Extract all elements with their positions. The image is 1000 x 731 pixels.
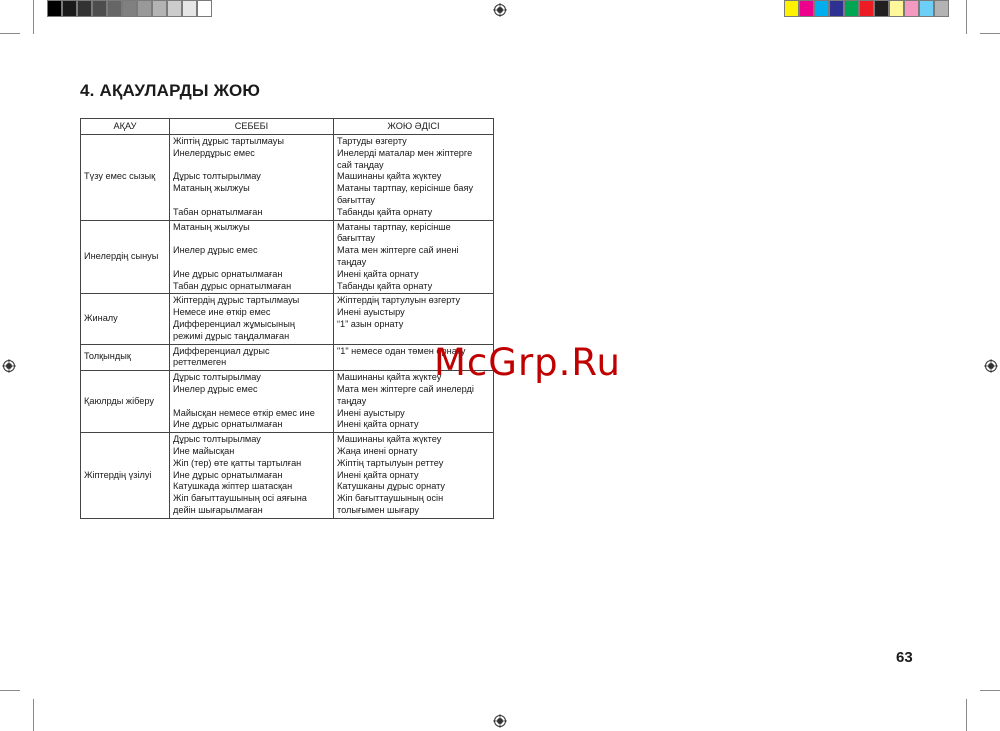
cause-cell	[170, 433, 334, 519]
remedy-line: таңдау	[337, 256, 367, 267]
cause-line: Матаның жылжуы	[173, 221, 250, 232]
cause-line: Ине майысқан	[173, 445, 235, 456]
cause-line: Табан дұрыс орнатылмаған	[173, 280, 292, 291]
cause-line: Ине дұрыс орнатылмаған	[173, 469, 283, 480]
cause-line: дейін шығарылмаған	[173, 504, 263, 515]
calibration-swatch	[814, 0, 829, 17]
calibration-swatch	[197, 0, 212, 17]
calibration-swatch	[152, 0, 167, 17]
remedy-line: Матаны тартпау, керісінше	[337, 221, 451, 232]
remedy-line: Мата мен жіптерге сай инелерді	[337, 383, 474, 394]
calibration-swatch	[844, 0, 859, 17]
table-body	[81, 135, 494, 519]
remedy-line: бағыттау	[337, 194, 376, 205]
remedy-line: Машинаны қайта жүктеу	[337, 434, 442, 445]
calibration-swatch	[784, 0, 799, 17]
remedy-line: сай таңдау	[337, 159, 384, 170]
column-header-fault: АҚАУ	[81, 119, 170, 135]
crop-mark	[966, 699, 967, 731]
cause-line: Матаның жылжуы	[173, 183, 250, 194]
cause-line	[173, 160, 330, 172]
cause-line: Немесе ине өткір емес	[173, 307, 271, 318]
remedy-cell	[334, 135, 494, 221]
calibration-swatch	[919, 0, 934, 17]
cause-line: Инелер дұрыс емес	[173, 383, 258, 394]
remedy-line: Табанды қайта орнату	[337, 280, 433, 291]
cause-line: Дифференциал дұрыс	[173, 345, 270, 356]
remedy-line: толығымен шығару	[337, 504, 420, 515]
registration-mark-icon	[984, 359, 998, 373]
remedy-line: Табанды қайта орнату	[337, 206, 433, 217]
section-heading: 4. АҚАУЛАРДЫ ЖОЮ	[80, 81, 261, 100]
crop-mark	[33, 699, 34, 731]
cause-line: Майысқан немесе өткір емес ине	[173, 407, 315, 418]
calibration-swatch	[107, 0, 122, 17]
cause-line: Ине дұрыс орнатылмаған	[173, 268, 283, 279]
page-number: 63	[896, 649, 913, 666]
remedy-line: Машинаны қайта жүктеу	[337, 171, 442, 182]
remedy-line: Жаңа инені орнату	[337, 445, 418, 456]
cause-cell	[170, 220, 334, 294]
crop-mark	[0, 33, 20, 34]
remedy-line: Инені қайта орнату	[337, 419, 419, 430]
remedy-line: Инелерді маталар мен жіптерге	[337, 147, 473, 158]
calibration-swatch	[904, 0, 919, 17]
remedy-line: "1" немесе одан төмен орнату	[337, 345, 466, 356]
registration-mark-icon	[493, 714, 507, 728]
cause-line: Жіптердің дұрыс тартылмауы	[173, 295, 300, 306]
calibration-swatch	[92, 0, 107, 17]
table-header-row	[81, 119, 494, 135]
calibration-swatch	[122, 0, 137, 17]
calibration-swatch	[47, 0, 62, 17]
remedy-line: Инені қайта орнату	[337, 469, 419, 480]
crop-mark	[0, 690, 20, 691]
cause-line: Инелердұрыс емес	[173, 147, 255, 158]
cause-line: режимі дұрыс таңдалмаған	[173, 330, 290, 341]
grayscale-calibration-bar	[47, 0, 212, 17]
table-row	[81, 344, 494, 371]
fault-cell: Жіптердің үзілуі	[81, 433, 170, 519]
remedy-line: Тартуды өзгерту	[337, 136, 407, 146]
registration-mark-icon	[493, 3, 507, 17]
remedy-line: Мата мен жіптерге сай инені	[337, 245, 459, 256]
cause-line	[173, 257, 330, 269]
calibration-swatch	[799, 0, 814, 17]
cause-line: Жіптің дұрыс тартылмауы	[173, 136, 285, 146]
cause-line	[173, 396, 330, 408]
table-row	[81, 433, 494, 519]
crop-mark	[966, 0, 967, 34]
remedy-line: Инені ауыстыру	[337, 407, 405, 418]
cause-line: Дифференциал жұмысының	[173, 318, 295, 329]
fault-cell: Қаюлрды жіберу	[81, 371, 170, 433]
cause-line: Ине дұрыс орнатылмаған	[173, 419, 283, 430]
cause-cell	[170, 344, 334, 371]
cause-line: Жіп (тер) өте қатты тартылған	[173, 457, 302, 468]
fault-cell: Толқындық	[81, 344, 170, 371]
table-row	[81, 135, 494, 221]
calibration-swatch	[829, 0, 844, 17]
remedy-line: Катушканы дұрыс орнату	[337, 481, 446, 492]
color-calibration-bar	[784, 0, 949, 17]
table-row	[81, 371, 494, 433]
registration-mark-icon	[2, 359, 16, 373]
cause-line	[173, 195, 330, 207]
remedy-cell	[334, 433, 494, 519]
remedy-line: бағыттау	[337, 233, 376, 244]
crop-mark	[980, 690, 1000, 691]
cause-cell	[170, 294, 334, 344]
cause-line: Инелер дұрыс емес	[173, 245, 258, 256]
cause-line: Дұрыс толтырылмау	[173, 171, 261, 182]
cause-cell	[170, 371, 334, 433]
cause-line: Дұрыс толтырылмау	[173, 372, 261, 383]
calibration-swatch	[62, 0, 77, 17]
remedy-line: Матаны тартпау, керісінше баяу	[337, 183, 474, 194]
cause-line: Дұрыс толтырылмау	[173, 434, 261, 445]
watermark: McGrp.Ru	[434, 341, 621, 384]
cause-line: Катушкада жіптер шатасқан	[173, 481, 293, 492]
calibration-swatch	[77, 0, 92, 17]
cause-line: Жіп бағыттаушының осі аяғына	[173, 493, 307, 504]
cause-line	[173, 233, 330, 245]
cause-line: Табан орнатылмаған	[173, 206, 263, 217]
table-row	[81, 220, 494, 294]
cause-cell	[170, 135, 334, 221]
column-header-remedy: ЖОЮ ӘДІСІ	[334, 119, 494, 135]
calibration-swatch	[167, 0, 182, 17]
calibration-swatch	[934, 0, 949, 17]
crop-mark	[33, 0, 34, 34]
calibration-swatch	[889, 0, 904, 17]
troubleshooting-table	[80, 118, 494, 519]
crop-mark	[980, 33, 1000, 34]
remedy-line: Инені қайта орнату	[337, 268, 419, 279]
calibration-swatch	[182, 0, 197, 17]
fault-cell: Түзу емес сызық	[81, 135, 170, 221]
remedy-line: Инені ауыстыру	[337, 307, 405, 318]
column-header-cause: СЕБЕБІ	[170, 119, 334, 135]
remedy-line: Жіп бағыттаушының осін	[337, 493, 444, 504]
remedy-cell	[334, 220, 494, 294]
remedy-line: Машинаны қайта жүктеу	[337, 372, 442, 383]
calibration-swatch	[874, 0, 889, 17]
remedy-line: Жіптердің тартулуын өзгерту	[337, 295, 461, 306]
remedy-line: Жіптің тартылуын реттеу	[337, 457, 444, 468]
remedy-line: “1” азын орнату	[337, 318, 404, 329]
table-row	[81, 294, 494, 344]
calibration-swatch	[859, 0, 874, 17]
cause-line: реттелмеген	[173, 357, 227, 368]
remedy-line: таңдау	[337, 395, 367, 406]
calibration-swatch	[137, 0, 152, 17]
fault-cell: Жиналу	[81, 294, 170, 344]
remedy-cell	[334, 294, 494, 344]
fault-cell: Инелердің сынуы	[81, 220, 170, 294]
